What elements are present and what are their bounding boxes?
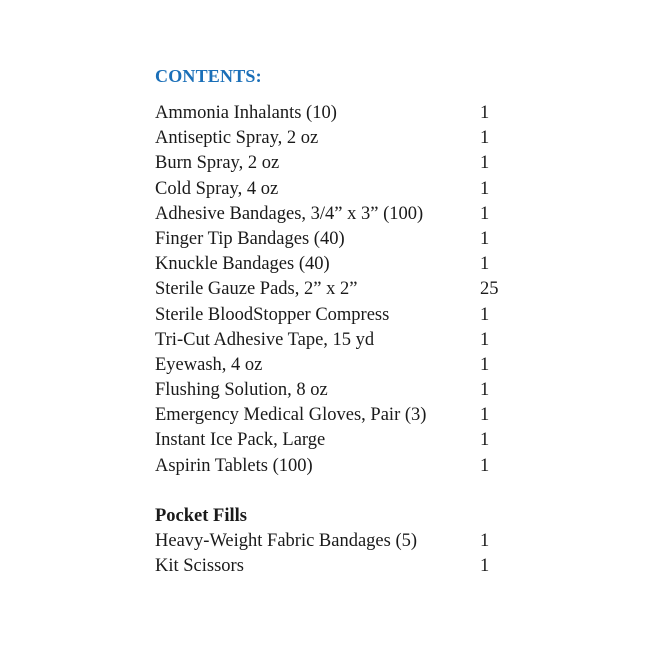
list-item [155, 428, 515, 453]
item-name: Aspirin Tablets (100) [155, 455, 313, 476]
item-quantity: 1 [480, 329, 490, 350]
item-name: Finger Tip Bandages (40) [155, 228, 345, 249]
item-quantity: 1 [480, 430, 490, 451]
list-item [155, 554, 515, 579]
list-item [155, 227, 515, 252]
list-item [155, 202, 515, 227]
item-quantity: 1 [480, 203, 490, 224]
item-name: Cold Spray, 4 oz [155, 178, 279, 199]
list-item [155, 353, 515, 378]
item-quantity: 1 [480, 304, 490, 325]
item-name: Emergency Medical Gloves, Pair (3) [155, 405, 427, 426]
item-name: Knuckle Bandages (40) [155, 254, 330, 275]
contents-list [155, 101, 515, 479]
item-name: Antiseptic Spray, 2 oz [155, 128, 319, 149]
item-quantity: 1 [480, 178, 490, 199]
list-item [155, 101, 515, 126]
item-quantity: 1 [480, 405, 490, 426]
item-name: Burn Spray, 2 oz [155, 153, 280, 174]
item-name: Ammonia Inhalants (10) [155, 103, 337, 123]
item-name: Eyewash, 4 oz [155, 354, 263, 375]
list-item [155, 378, 515, 403]
item-quantity: 1 [480, 254, 490, 275]
item-name: Adhesive Bandages, 3/4” x 3” (100) [155, 203, 424, 224]
pocket-fills-heading: Pocket Fills [155, 506, 247, 526]
contents-heading: CONTENTS: [155, 66, 262, 86]
item-name: Tri-Cut Adhesive Tape, 15 yd [155, 329, 375, 350]
item-quantity: 25 [480, 279, 499, 300]
list-item [155, 529, 515, 554]
list-item [155, 403, 515, 428]
list-item [155, 252, 515, 277]
item-quantity: 1 [480, 103, 490, 123]
item-quantity: 1 [480, 128, 490, 149]
item-name: Sterile Gauze Pads, 2” x 2” [155, 279, 358, 300]
item-quantity: 1 [480, 531, 490, 551]
item-quantity: 1 [480, 153, 490, 174]
item-name: Flushing Solution, 8 oz [155, 380, 328, 401]
item-quantity: 1 [480, 455, 490, 476]
item-quantity: 1 [480, 556, 490, 577]
item-name: Instant Ice Pack, Large [155, 430, 326, 451]
list-item [155, 277, 515, 302]
item-quantity: 1 [480, 354, 490, 375]
item-name: Heavy-Weight Fabric Bandages (5) [155, 531, 418, 551]
list-item [155, 303, 515, 328]
list-item [155, 454, 515, 479]
pocket-fills-list [155, 529, 515, 579]
item-quantity: 1 [480, 380, 490, 401]
item-name: Sterile BloodStopper Compress [155, 304, 390, 325]
item-quantity: 1 [480, 228, 490, 249]
item-name: Kit Scissors [155, 556, 244, 577]
list-item [155, 151, 515, 176]
list-item [155, 126, 515, 151]
list-item [155, 328, 515, 353]
list-item [155, 177, 515, 202]
